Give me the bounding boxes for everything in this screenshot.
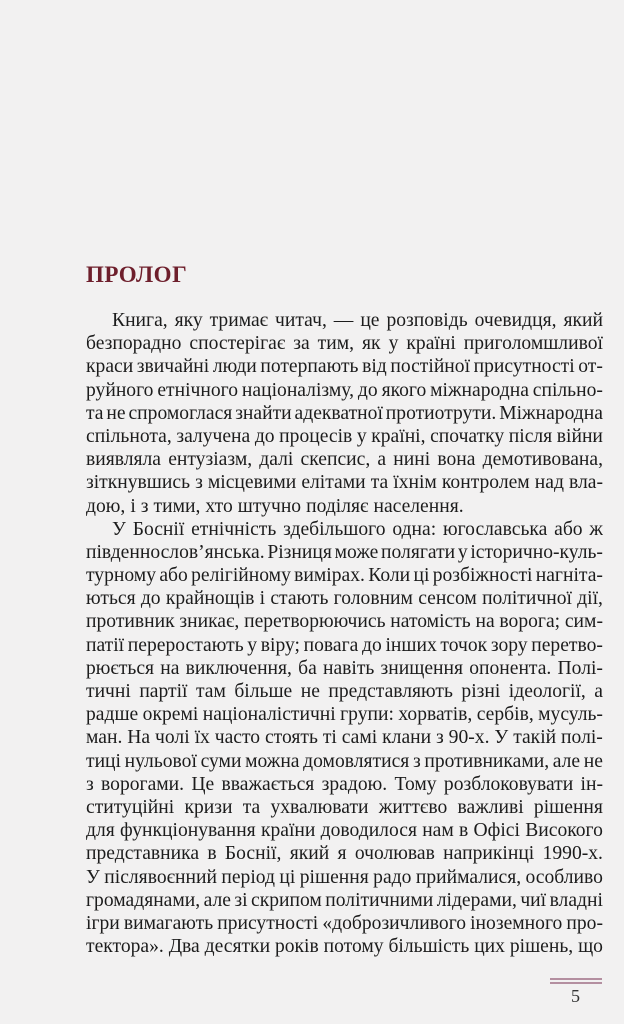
text-line: дою, і з тими, хто штучно поділяє населення.: [86, 495, 464, 517]
text-line: рюється на виключення, ба навіть знищення опонента. Полі-: [86, 657, 603, 679]
text-line: представника в Боснії, який я очолював наприкінці 1990-х.: [86, 843, 603, 865]
text-line: виявляла ентузіазм, далі скепсис, а нині вона демотивована,: [86, 449, 603, 471]
page-number: 5: [571, 986, 580, 1006]
text-line: південнослов’янська. Різниця може полягати у історично-куль-: [86, 541, 603, 563]
text-line: спільнота, залучена до процесів у країні, спочатку після війни: [86, 425, 603, 447]
text-line: ституційні кризи та ухвалювати життєво важливі рішення: [86, 796, 603, 818]
text-line: для функціонування країни доводилося нам в Офісі Високого: [86, 820, 603, 842]
body-text: [86, 309, 603, 958]
text-line: радше окремі націоналістичні групи: хорватів, сербів, мусуль-: [86, 704, 603, 726]
text-line: ються до крайнощів і стають головним сенсом політичної дії,: [86, 588, 603, 610]
text-line: У післявоєнний період ці рішення радо приймалися, особливо: [86, 866, 603, 888]
text-line: тектора». Два десятки років потому більшість цих рішень, що: [86, 936, 603, 958]
footer-decorative-rule: [550, 978, 602, 984]
text-line: ігри вимагають присутності «доброзичливого іноземного про-: [86, 912, 603, 934]
text-line: та не спромоглася знайти адекватної протиотрути. Міжнародна: [86, 402, 603, 424]
text-line: противник зникає, перетворюючись натомість на ворога; сим-: [86, 611, 603, 633]
chapter-heading: ПРОЛОГ: [86, 262, 188, 287]
text-line: краси звичайні люди потерпають від постійної присутності от-: [86, 356, 603, 378]
text-line: патії переростають у віру; повага до інших точок зору перетво-: [86, 634, 603, 656]
text-line: громадянами, але зі скрипом політичними лідерами, чиї владні: [86, 889, 603, 911]
text-line: безпорадно спостерігає за тим, як у країні приголомшливої: [86, 333, 603, 355]
text-line: ман. На чолі їх часто стоять ті самі клани з 90-х. У такій полі-: [86, 727, 603, 749]
text-line: руйного етнічного націоналізму, до якого міжнародна спільно-: [86, 379, 603, 401]
text-line: тичні партії там більше не представляють різні ідеології, а: [86, 681, 603, 702]
text-line: Книга, яку тримає читач, — це розповідь очевидця, який: [112, 310, 603, 331]
text-line: У Боснії етнічність здебільшого одна: югославська або ж: [112, 518, 603, 540]
text-line: з ворогами. Це вважається зрадою. Тому розблоковувати ін-: [86, 773, 603, 795]
text-line: тиці нульової суми можна домовлятися з противниками, але не: [86, 750, 603, 772]
text-line: зіткнувшись з місцевими елітами та їхнім контролем над вла-: [86, 472, 603, 494]
text-line: турному або релігійному вимірах. Коли ці розбіжності нагніта-: [86, 565, 603, 587]
